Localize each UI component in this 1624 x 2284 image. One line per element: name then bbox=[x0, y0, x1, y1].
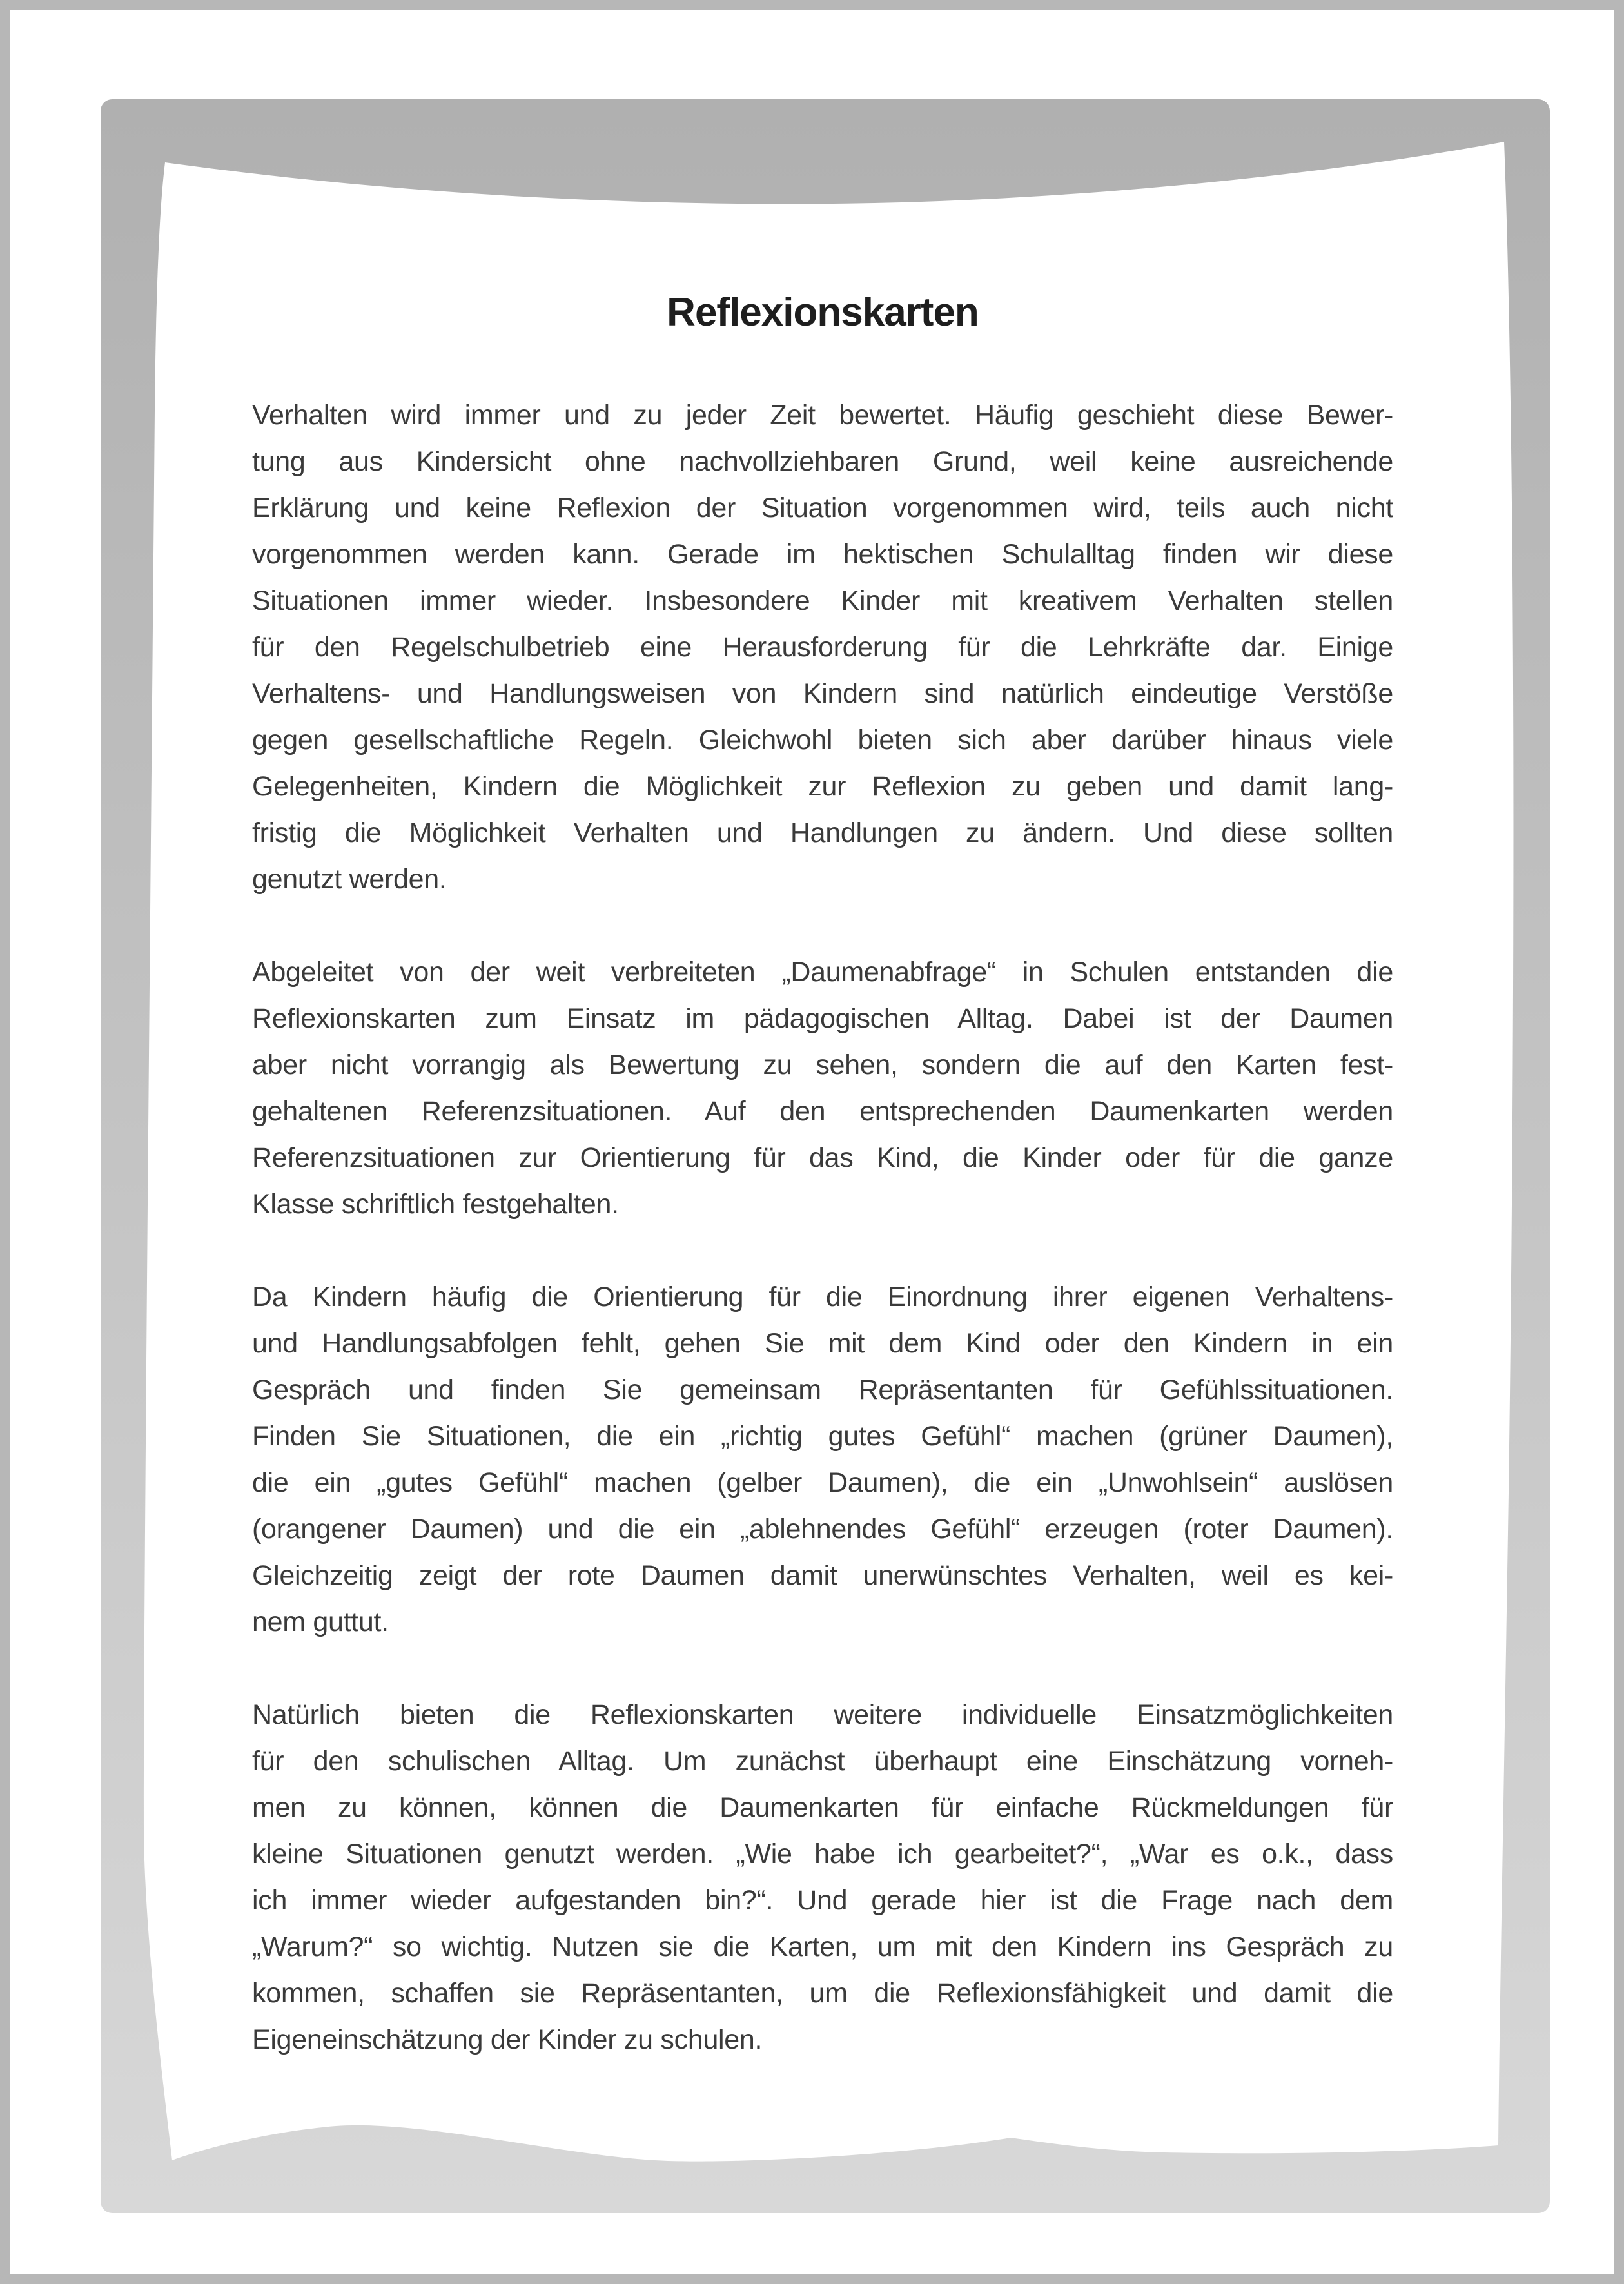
document-content bbox=[10, 10, 1624, 2284]
text-line: Finden Sie Situationen, die ein „richtig gutes Gefühl“ machen (grüner Daumen), bbox=[252, 1421, 1393, 1452]
page-title: Reflexionskarten bbox=[667, 290, 979, 335]
text-line: Gespräch und finden Sie gemeinsam Repräsentanten für Gefühlssituationen. bbox=[252, 1374, 1393, 1405]
text-line: Klasse schriftlich festgehalten. bbox=[252, 1189, 619, 1220]
text-line: aber nicht vorrangig als Bewertung zu sehen, sondern die auf den Karten fest- bbox=[252, 1049, 1393, 1080]
paragraph bbox=[252, 392, 1393, 903]
text-line: kommen, schaffen sie Repräsentanten, um die Reflexionsfähigkeit und damit die bbox=[252, 1978, 1393, 2009]
text-line: Verhaltens- und Handlungsweisen von Kindern sind natürlich eindeutige Verstöße bbox=[252, 678, 1393, 709]
text-line: und Handlungsabfolgen fehlt, gehen Sie mit dem Kind oder den Kindern in ein bbox=[252, 1328, 1393, 1359]
text-line: Abgeleitet von der weit verbreiteten „Daumenabfrage“ in Schulen entstanden die bbox=[252, 957, 1393, 988]
text-line: Gelegenheiten, Kindern die Möglichkeit zur Reflexion zu geben und damit lang- bbox=[252, 771, 1393, 802]
text-line: „Warum?“ so wichtig. Nutzen sie die Karten, um mit den Kindern ins Gespräch zu bbox=[252, 1931, 1393, 1962]
text-line: Referenzsituationen zur Orientierung für das Kind, die Kinder oder für die ganze bbox=[252, 1142, 1393, 1173]
text-line: Reflexionskarten zum Einsatz im pädagogischen Alltag. Dabei ist der Daumen bbox=[252, 1003, 1393, 1034]
text-line: Eigeneinschätzung der Kinder zu schulen. bbox=[252, 2024, 763, 2055]
text-line: Gleichzeitig zeigt der rote Daumen damit unerwünschtes Verhalten, weil es kei- bbox=[252, 1560, 1393, 1591]
text-line: Verhalten wird immer und zu jeder Zeit bewertet. Häufig geschieht diese Bewer- bbox=[252, 400, 1393, 431]
paragraph bbox=[252, 949, 1393, 1227]
text-line: Situationen immer wieder. Insbesondere Kinder mit kreativem Verhalten stellen bbox=[252, 585, 1393, 616]
text-line: Natürlich bieten die Reflexionskarten weitere individuelle Einsatzmöglichkeiten bbox=[252, 1699, 1393, 1730]
text-line: für den schulischen Alltag. Um zunächst überhaupt eine Einschätzung vorneh- bbox=[252, 1746, 1393, 1777]
paragraph bbox=[252, 1274, 1393, 1645]
text-line: nem guttut. bbox=[252, 1606, 389, 1637]
text-line: für den Regelschulbetrieb eine Herausforderung für die Lehrkräfte dar. Einige bbox=[252, 632, 1393, 663]
text-line: Da Kindern häufig die Orientierung für die Einordnung ihrer eigenen Verhaltens- bbox=[252, 1282, 1393, 1313]
text-line: (orangener Daumen) und die ein „ablehnendes Gefühl“ erzeugen (roter Daumen). bbox=[252, 1514, 1393, 1545]
text-line: gegen gesellschaftliche Regeln. Gleichwohl bieten sich aber darüber hinaus viele bbox=[252, 725, 1393, 756]
paragraphs-container bbox=[252, 392, 1393, 2063]
text-line: fristig die Möglichkeit Verhalten und Handlungen zu ändern. Und diese sollten bbox=[252, 817, 1393, 848]
text-line: genutzt werden. bbox=[252, 864, 447, 895]
text-line: ich immer wieder aufgestanden bin?“. Und gerade hier ist die Frage nach dem bbox=[252, 1885, 1393, 1916]
text-line: Erklärung und keine Reflexion der Situation vorgenommen wird, teils auch nicht bbox=[252, 493, 1393, 523]
text-line: kleine Situationen genutzt werden. „Wie habe ich gearbeitet?“, „War es o.k., dass bbox=[252, 1839, 1393, 1869]
paragraph bbox=[252, 1692, 1393, 2063]
text-line: gehaltenen Referenzsituationen. Auf den entsprechenden Daumenkarten werden bbox=[252, 1096, 1393, 1127]
text-line: vorgenommen werden kann. Gerade im hektischen Schulalltag finden wir diese bbox=[252, 539, 1393, 570]
text-line: die ein „gutes Gefühl“ machen (gelber Daumen), die ein „Unwohlsein“ auslösen bbox=[252, 1467, 1393, 1498]
text-line: men zu können, können die Daumenkarten für einfache Rückmeldungen für bbox=[252, 1792, 1393, 1823]
text-line: tung aus Kindersicht ohne nachvollziehbaren Grund, weil keine ausreichende bbox=[252, 446, 1393, 477]
